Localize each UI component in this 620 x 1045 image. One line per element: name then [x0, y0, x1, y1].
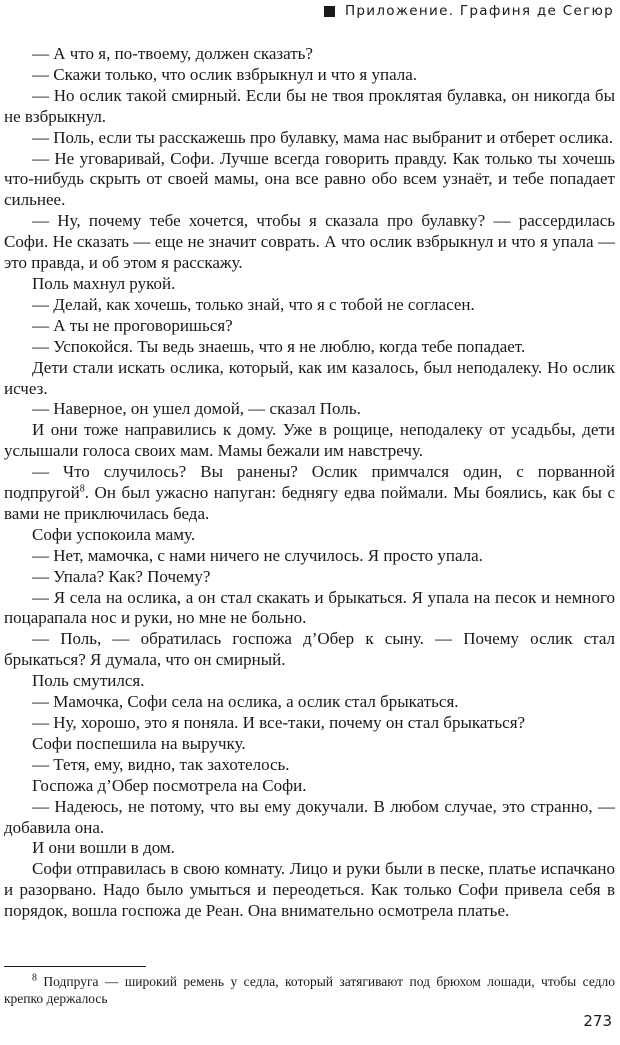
header-square-marker	[324, 6, 335, 17]
footnote-divider	[4, 966, 146, 967]
paragraph: — Тетя, ему, видно, так захотелось.	[32, 754, 290, 774]
paragraph: Софи успокоила маму.	[32, 524, 196, 544]
running-header	[324, 3, 614, 19]
main-text	[4, 44, 615, 922]
paragraph: — Мамочка, Софи села на ослика, а ослик стал брыкаться.	[32, 692, 459, 712]
footnote	[4, 973, 615, 1007]
paragraph: Дети стали искать ослика, который, как им казалось, был неподалеку. Но ослик исчез.	[4, 357, 615, 398]
paragraph: — Поль, — обратилась госпожа д’Обер к сыну. — Почему ослик стал брыкаться? Я думала, что он смирный.	[4, 629, 615, 670]
paragraph-with-footnote-ref	[4, 462, 615, 525]
paragraph: — Успокойся. Ты ведь знаешь, что я не люблю, когда тебе попадает.	[32, 336, 526, 356]
paragraph: — А ты не проговоришься?	[32, 315, 233, 335]
paragraph: — Надеюсь, не потому, что вы ему докучали. В любом случае, это странно, — добавила она.	[4, 796, 615, 837]
paragraph: Поль махнул рукой.	[32, 273, 176, 293]
paragraph: — Не уговаривай, Софи. Лучше всегда говорить правду. Как только ты хочешь что-нибудь скрыть от своей мамы, она все равно обо всем узнаёт, и тебе попадает сильнее.	[4, 148, 615, 210]
paragraph: — Скажи только, что ослик взбрыкнул и что я упала.	[32, 64, 418, 84]
paragraph: — Нет, мамочка, с нами ничего не случилось. Я просто упала.	[32, 545, 483, 565]
paragraph: Софи отправилась в свою комнату. Лицо и руки были в песке, платье испачкано и разорвано. Надо было умыться и переодеться. Как только Софи привела себя в порядок, вошла госпожа де Реан. Она внимательно осмотрела платье.	[4, 859, 615, 921]
paragraph: — А что я, по-твоему, должен сказать?	[32, 44, 313, 63]
footnote-text: Подпруга — широкий ремень у седла, который затягивают под брюхом лошади, чтобы седло крепко держалось	[4, 974, 615, 1006]
paragraph-text: . Он был ужасно напуган: беднягу едва поймали. Мы боялись, как бы с вами не приключилась беда.	[4, 483, 615, 523]
paragraph: — Поль, если ты расскажешь про булавку, мама нас выбранит и отберет ослика.	[32, 127, 613, 147]
paragraph: — Упала? Как? Почему?	[32, 566, 211, 586]
page-number: 273	[583, 1012, 612, 1030]
paragraph: — Но ослик такой смирный. Если бы не твоя проклятая булавка, он никогда бы не взбрыкнул.	[4, 85, 615, 126]
footnote-number: 8	[32, 972, 37, 984]
paragraph: — Ну, хорошо, это я поняла. И все-таки, почему он стал брыкаться?	[32, 713, 526, 732]
paragraph: Госпожа д’Обер посмотрела на Софи.	[32, 775, 307, 795]
paragraph: Софи поспешила на выручку.	[32, 733, 246, 753]
paragraph: — Наверное, он ушел домой, — сказал Поль.	[32, 399, 361, 419]
paragraph: И они тоже направились к дому. Уже в рощице, неподалеку от усадьбы, дети услышали голоса своих мам. Мамы бежали им навстречу.	[4, 420, 615, 461]
paragraph-text: — Что случилось? Вы ранены? Ослик примчался один, с порванной подпругой	[4, 462, 615, 503]
paragraph: — Ну, почему тебе хочется, чтобы я сказала про булавку? — рассердилась Софи. Не сказать — еще не значит соврать. А что ослик взбрыкнул и что я упала — это правда, и об этом я расскажу.	[4, 211, 615, 273]
running-title: Приложение. Графиня де Сегюр	[344, 3, 614, 19]
paragraph: И они вошли в дом.	[32, 838, 175, 858]
footnote-reference: 8	[79, 483, 85, 495]
paragraph: — Делай, как хочешь, только знай, что я с тобой не согласен.	[32, 294, 475, 314]
paragraph: Поль смутился.	[32, 671, 145, 691]
paragraph: — Я села на ослика, а он стал скакать и брыкаться. Я упала на песок и немного поцарапала нос и руки, но мне не больно.	[4, 587, 615, 628]
